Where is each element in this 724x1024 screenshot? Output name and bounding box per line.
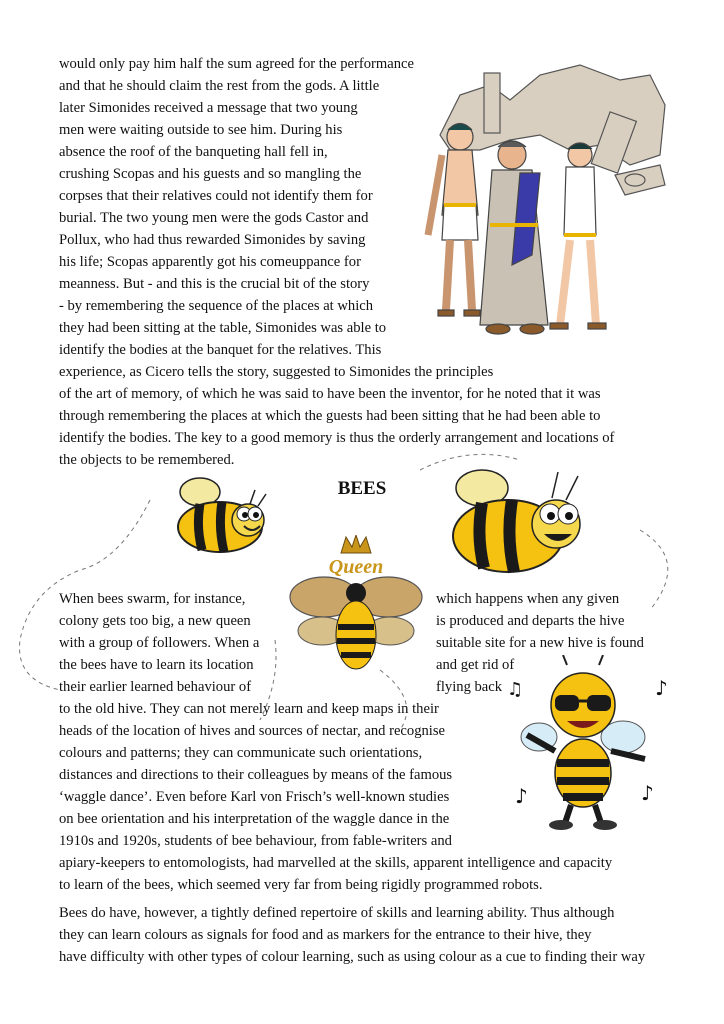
music-note-icon: ♪ xyxy=(641,781,654,805)
music-note-icon: ♫ xyxy=(507,679,524,700)
text-line: men were waiting outside to see him. During his xyxy=(59,122,343,138)
text-line: through remembering the places at which the guests had been sitting that he had been able to xyxy=(59,408,601,424)
text-line: crushing Scopas and his guests and so mangling the xyxy=(59,166,362,182)
text-line: on bee orientation and his interpretation of the waggle dance in the xyxy=(59,811,450,827)
text-line: identify the bodies at the banquet for the relatives. This xyxy=(59,342,382,358)
queen-label: Queen xyxy=(328,556,384,578)
text-line: flying back xyxy=(436,679,503,695)
section-heading: BEES xyxy=(337,478,387,499)
text-line: their earlier learned behaviour of xyxy=(59,679,252,695)
text-line: would only pay him half the sum agreed for the performance xyxy=(59,56,414,72)
text-line: When bees swarm, for instance, xyxy=(59,591,246,607)
text-line: his life; Scopas apparently got his comeuppance for xyxy=(59,254,361,270)
text-line: suitable site for a new hive is found xyxy=(436,635,644,651)
text-line: which happens when any given xyxy=(436,591,620,607)
text-line: heads of the location of hives and sources of nectar, and recognise xyxy=(59,723,446,739)
text-line: and get rid of xyxy=(436,657,515,673)
text-line: to the old hive. They can not merely learn and keep maps in their xyxy=(59,701,439,717)
text-line: Bees do have, however, a tightly defined repertoire of skills and learning ability. Thus although xyxy=(59,905,615,921)
cartoon-bee-icon xyxy=(440,458,600,583)
sunglasses-bee-icon xyxy=(505,655,670,830)
text-line: the bees have to learn its location xyxy=(59,657,254,673)
text-line: is produced and departs the hive xyxy=(436,613,625,629)
music-note-icon: ♪ xyxy=(515,784,528,808)
text-line: absence the roof of the banqueting hall fell in, xyxy=(59,144,328,160)
queen-bee-crown-icon xyxy=(286,535,426,675)
text-line: to learn of the bees, which seemed very far from being rigidly programmed robots. xyxy=(59,877,543,893)
text-line: they can learn colours as signals for food and as markers for the entrance to their hive, they xyxy=(59,927,592,943)
text-line: 1910s and 1920s, students of bee behaviour, from fable-writers and xyxy=(59,833,452,849)
text-line: experience, as Cicero tells the story, suggested to Simonides the principles xyxy=(59,364,494,380)
text-line: colony gets too big, a new queen xyxy=(59,613,251,629)
text-line: distances and directions to their colleagues by means of the famous xyxy=(59,767,453,783)
text-line: have difficulty with other types of colour learning, such as using colour as a cue to finding their way xyxy=(59,949,646,965)
text-line: with a group of followers. When a xyxy=(59,635,260,651)
text-line: and that he should claim the rest from the gods. A little xyxy=(59,78,380,94)
text-line: of the art of memory, of which he was said to have been the inventor, for he noted that it was xyxy=(59,386,601,402)
text-line: colours and patterns; they can communicate such orientations, xyxy=(59,745,423,761)
text-line: burial. The two young men were the gods Castor and xyxy=(59,210,369,226)
text-line: the objects to be remembered. xyxy=(59,452,235,468)
text-line: they had been sitting at the table, Simonides was able to xyxy=(59,320,387,336)
text-line: identify the bodies. The key to a good memory is thus the orderly arrangement and locations of xyxy=(59,430,615,446)
text-line: ‘waggle dance’. Even before Karl von Frisch’s well-known studies xyxy=(59,789,450,805)
text-line: - by remembering the sequence of the places at which xyxy=(59,298,374,314)
text-line: meanness. But - and this is the crucial bit of the story xyxy=(59,276,370,292)
text-line: corpses that their relatives could not identify them for xyxy=(59,188,373,204)
text-line: apiary-keepers to entomologists, had marvelled at the skills, apparent intelligence and capacity xyxy=(59,855,613,871)
text-line: Pollux, who had thus rewarded Simonides by saving xyxy=(59,232,366,248)
greek-ruins-illustration xyxy=(420,55,670,340)
music-note-icon: ♪ xyxy=(655,676,668,700)
text-line: later Simonides received a message that two young xyxy=(59,100,358,116)
cartoon-bee-icon xyxy=(160,472,280,562)
